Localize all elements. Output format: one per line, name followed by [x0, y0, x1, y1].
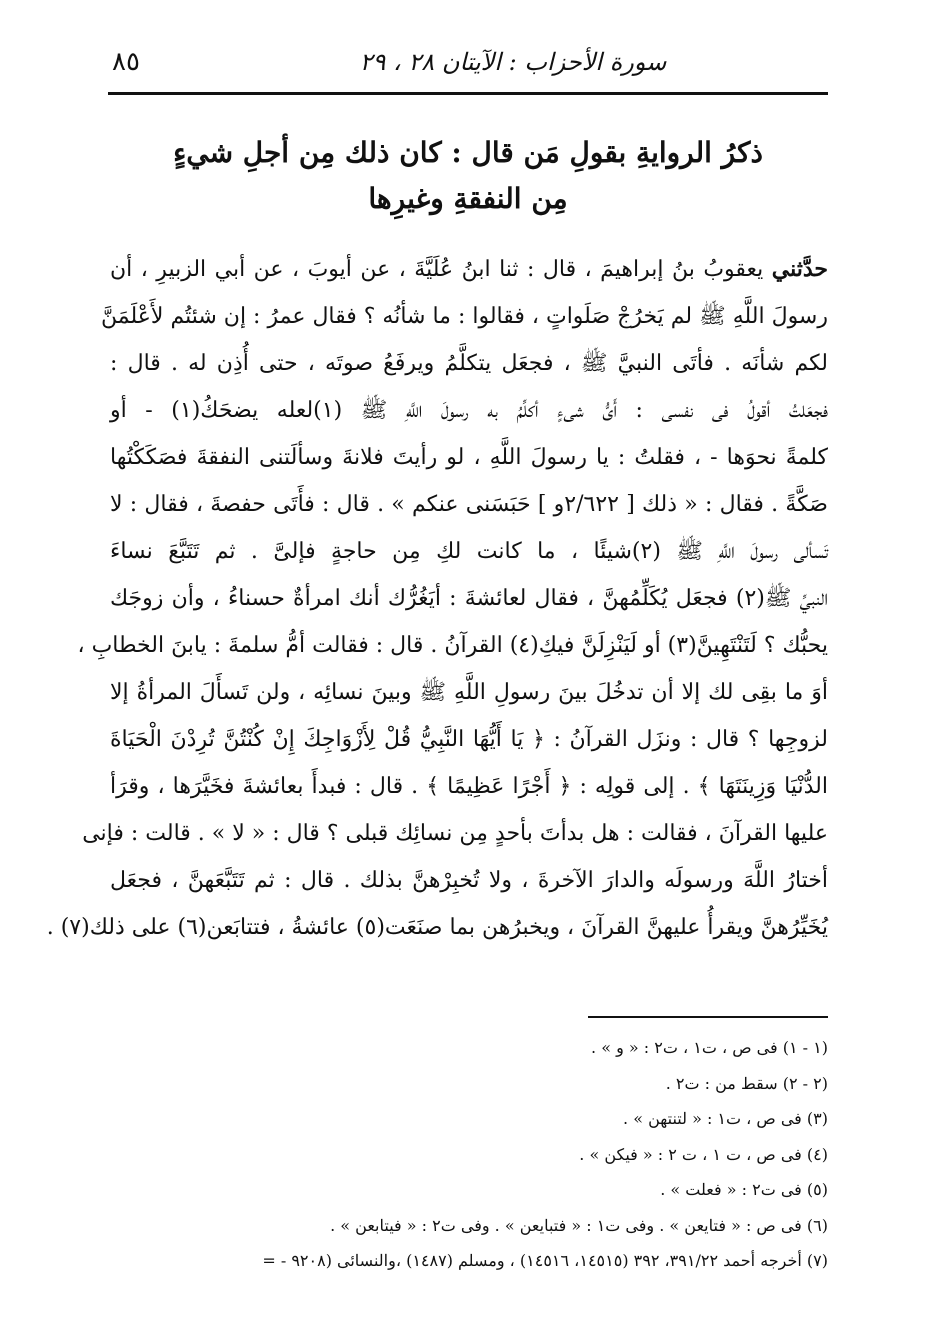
section-heading	[120, 130, 816, 222]
section-heading-line-1: ذكرُ الروايةِ بقولِ مَن قال : كان ذلك مِن أجلِ شيءٍ	[173, 136, 763, 169]
text-line-9: يحبُّك ؟ لَتَنْتَهِينَّ(٣) أو لَيَنْزِلَنَّ فيكِ(٤) القرآنُ . قال : فقالت أمُّ سلمةَ : يابنَ الخطابِ ،	[77, 633, 828, 658]
lead-word: حدَّثني	[771, 256, 828, 282]
text-line-7: تَسألى رسولَ اللَّهِ ﷺ (٢)شيئًا ، ما كانت لكِ مِن حاجةٍ فإلىَّ . ثم تَتَبَّعَ نساءَ	[110, 539, 828, 564]
footnote-1: (١ - ١) فى ص ، ت١ ، ت٢ : « و » .	[591, 1038, 828, 1057]
footnote-6: (٦) فى ص : « فتايعن » . وفى ت١ : « فتبايعن » . وفى ت٢ : « فيتابعن » .	[330, 1215, 828, 1235]
text-line-3: لكم شأنَه . فأتَى النبيَّ ﷺ ، فجعَل يتكلَّمُ ويرفَعُ صوتَه ، حتى أُذِن له . قال :	[110, 351, 828, 376]
text-line-15: يُخَيِّرُهنَّ ويقرأُ عليهنَّ القرآنَ ، ويخبرُهن بما صنَعَت(٥) عائشةُ ، فتتابَعن(٦) على ذلك(٧) .	[46, 915, 828, 940]
footnotes	[110, 1030, 828, 1279]
text-line-10: أوَ ما بقِى لك إلا أن تدخُلَ بينَ رسولِ اللَّهِ ﷺ وبينَ نسائِه ، ولن تَسأَلَ المرأةُ إلا	[110, 680, 828, 705]
text-line-14: أختارُ اللَّهَ ورسولَه والدارَ الآخرةَ ، ولا تُخبِرْهنَّ بذلك . قال : ثم تَتَبَّعَهنَّ ، فجعَل	[110, 868, 828, 893]
footnote-rule	[588, 1016, 828, 1018]
text-line-11: لزوجِها ؟ قال : ونزَل القرآنُ : ﴿ يَا أَيُّهَا النَّبِيُّ قُلْ لِأَزْوَاجِكَ إِنْ كُنْتُنَّ تُرِدْنَ الْحَيَاةَ	[110, 727, 828, 752]
footnote-4: (٤) فى ص ، ت ١ ، ت ٢ : « فيكن » .	[579, 1144, 828, 1164]
text-line-1	[110, 246, 828, 293]
text-line-8: النبيِّ ﷺ(٢) فجعَل يُكَلِّمُهنَّ ، فقال لعائشةَ : أيَغُرُّك أنك امرأةٌ حسناءُ ، وأن زوجَك	[110, 586, 829, 611]
page-number: ٨٥	[112, 47, 140, 77]
footnote-5: (٥) فى ت٢ : « فعلت » .	[660, 1180, 828, 1199]
main-text	[46, 246, 829, 951]
footnote-2: (٢ - ٢) سقط من : ت٢ .	[665, 1073, 828, 1093]
text-line-12: الدُّنْيَا وَزِينَتَهَا ﴾ . إلى قولِه : ﴿ أَجْرًا عَظِيمًا ﴾ . قال : فبدأَ بعائشةَ فخَيَّرَها ، وقرَأ	[110, 774, 828, 799]
footnote-7: (٧) أخرجه أحمد ٣٩١/٢٢، ٣٩٢ (١٤٥١٥، ١٤٥١٦) ، ومسلم (١٤٨٧) ،والنسائى (٩٢٠٨ - =	[262, 1251, 828, 1270]
text-line-5: كلمةً نحوَها - ، فقلتُ : يا رسولَ اللَّهِ ، لو رأيتَ فلانةَ وسألَتنى النفقةَ فصَكَكْتُها	[110, 445, 828, 470]
text-line-1-content: يعقوبُ بنُ إبراهيمَ ، قال : ثنا ابنُ عُلَيَّةَ ، عن أيوبَ ، عن أبي الزبيرِ ، أن	[110, 257, 764, 282]
text-line-4: فجعَلتُ أقولُ فى نفسى : أَىُّ شىءٍ أكلِّمُ به رسولَ اللَّهِ ﷺ (١)لعله يضحَكُ(١) - أو	[110, 398, 828, 423]
section-heading-line-2: مِن النفقةِ وغيرِها	[368, 182, 568, 215]
header-rule	[108, 92, 828, 95]
running-header	[108, 40, 828, 92]
footnote-3: (٣) فى ص ، ت١ : « لتنتهن » .	[623, 1109, 828, 1128]
text-line-2: رسولَ اللَّهِ ﷺ لم يَخرُجْ صَلَواتٍ ، فقالوا : ما شأنُه ؟ فقال عمرُ : إن شئتُم لأَعْلَمَنَّ	[101, 304, 828, 329]
running-title: سورة الأحزاب : الآيتان ٢٨ ، ٢٩	[359, 48, 667, 76]
text-line-6: صَكَّةً . فقال : « ذلك [ ٢/٦٢٢و ] حَبَسَنى عنكم » . قال : فأَتَى حفصةَ ، فقال : لا	[110, 492, 828, 517]
text-line-13: عليها القرآنَ ، فقالت : هل بدأتَ بأحدٍ مِن نسائِك قبلى ؟ قال : « لا » . قالت : فإنى	[82, 821, 828, 846]
